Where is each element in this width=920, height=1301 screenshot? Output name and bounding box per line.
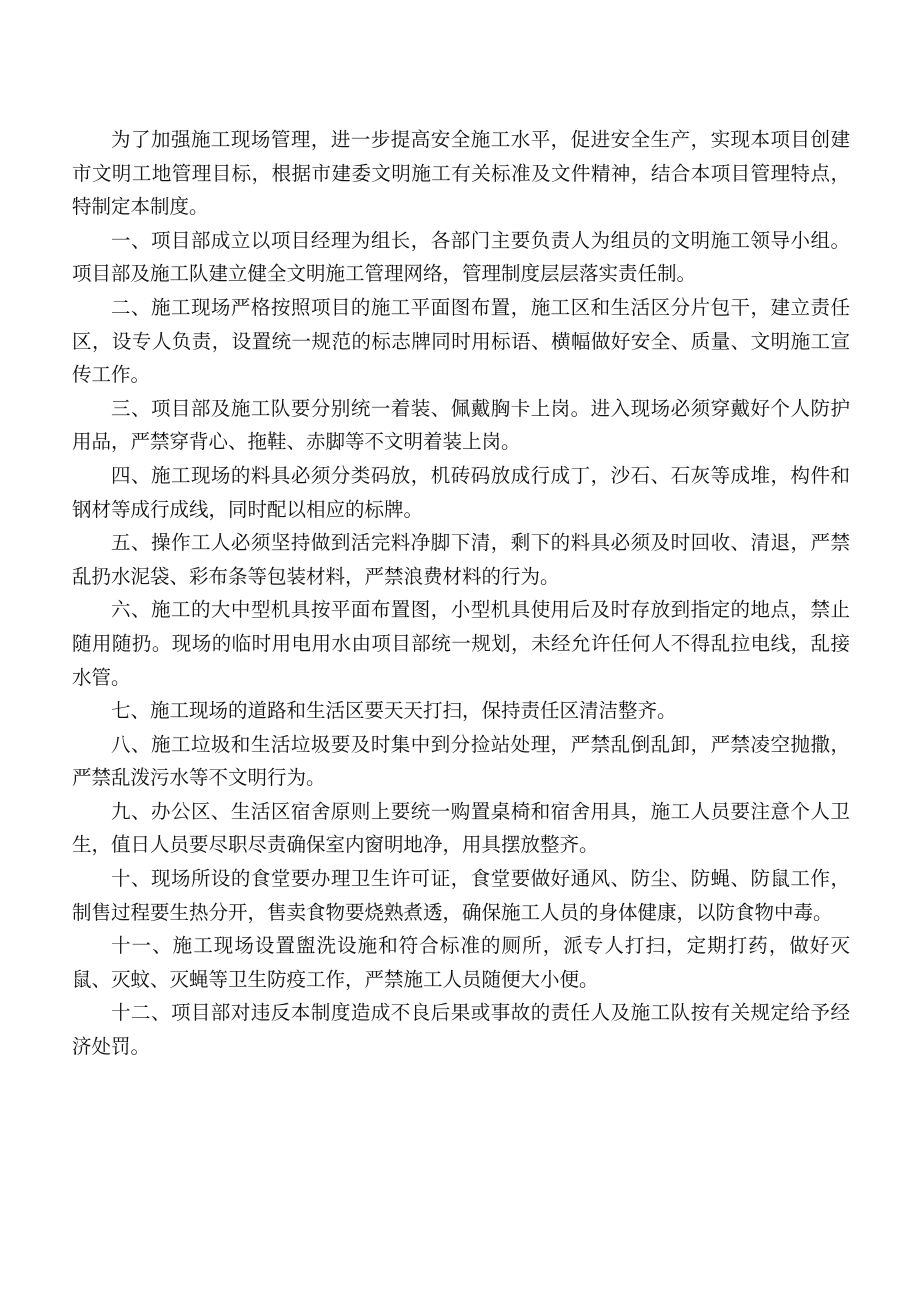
rule-paragraph-10: 十、现场所设的食堂要办理卫生许可证，食堂要做好通风、防尘、防蝇、防鼠工作，制售过程要生热分开，售卖食物要烧熟煮透，确保施工人员的身体健康，以防食物中毒。 bbox=[72, 867, 850, 924]
rule-paragraph-11: 十一、施工现场设置盥洗设施和符合标准的厕所，派专人打扫，定期打药，做好灭鼠、灭蚊、灭蝇等卫生防疫工作，严禁施工人员随便大小便。 bbox=[72, 934, 850, 991]
intro-paragraph: 为了加强施工现场管理，进一步提高安全施工水平，促进安全生产，实现本项目创建市文明工地管理目标，根据市建委文明施工有关标准及文件精神，结合本项目管理特点，特制定本制度。 bbox=[72, 128, 850, 219]
rule-paragraph-3: 三、项目部及施工队要分别统一着装、佩戴胸卡上岗。进入现场必须穿戴好个人防护用品，严禁穿背心、拖鞋、赤脚等不文明着装上岗。 bbox=[72, 396, 850, 454]
rule-paragraph-1: 一、项目部成立以项目经理为组长，各部门主要负责人为组员的文明施工领导小组。项目部及施工队建立健全文明施工管理网络，管理制度层层落实责任制。 bbox=[72, 228, 850, 286]
rule-paragraph-9: 九、办公区、生活区宿舍原则上要统一购置桌椅和宿舍用具，施工人员要注意个人卫生，值日人员要尽职尽责确保室内窗明地净，用具摆放整齐。 bbox=[72, 799, 850, 857]
rule-paragraph-2: 二、施工现场严格按照项目的施工平面图布置，施工区和生活区分片包干，建立责任区，设专人负责，设置统一规范的标志牌同时用标语、横幅做好安全、质量、文明施工宣传工作。 bbox=[72, 295, 850, 387]
rule-paragraph-8: 八、施工垃圾和生活垃圾要及时集中到分捡站处理，严禁乱倒乱卸，严禁凌空抛撒，严禁乱泼污水等不文明行为。 bbox=[72, 732, 850, 790]
rule-paragraph-7: 七、施工现场的道路和生活区要天天打扫，保持责任区清洁整齐。 bbox=[111, 699, 677, 723]
rule-paragraph-12: 十二、项目部对违反本制度造成不良后果或事故的责任人及施工队按有关规定给予经济处罚。 bbox=[72, 1001, 850, 1059]
rule-paragraph-6: 六、施工的大中型机具按平面布置图，小型机具使用后及时存放到指定的地点，禁止随用随扔。现场的临时用电用水由项目部统一规划，未经允许任何人不得乱拉电线，乱接水管。 bbox=[72, 598, 850, 689]
rule-paragraph-5: 五、操作工人必须坚持做到活完料净脚下清，剩下的料具必须及时回收、清退，严禁乱扔水泥袋、彩布条等包装材料，严禁浪费材料的行为。 bbox=[72, 531, 850, 588]
document-body bbox=[72, 123, 850, 1064]
rule-paragraph-4: 四、施工现场的料具必须分类码放，机砖码放成行成丁，沙石、石灰等成堆，构件和钢材等成行成线，同时配以相应的标牌。 bbox=[72, 463, 850, 521]
